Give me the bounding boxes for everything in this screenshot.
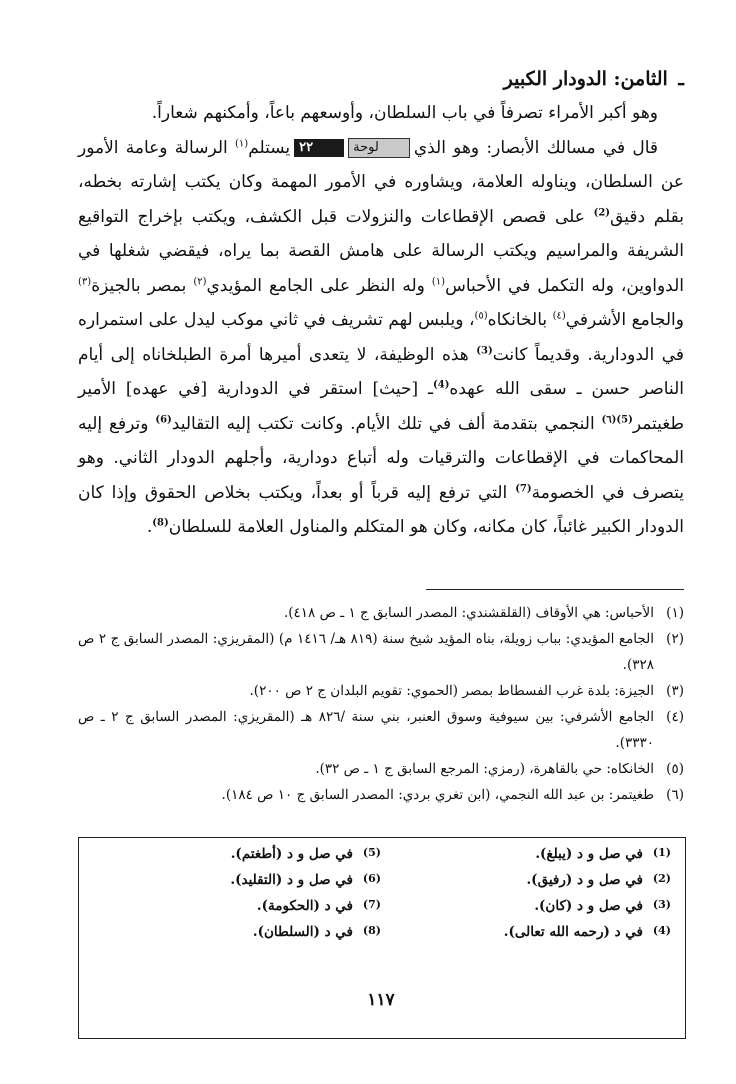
- variant-item: [381, 898, 671, 924]
- variant-item: [381, 924, 671, 950]
- p2-text-g: بالخانكاه: [487, 310, 548, 330]
- page-number: ١١٧: [367, 990, 395, 1010]
- footnote-marker: (١): [431, 275, 446, 287]
- variant-text: في صل و د (التقليد).: [230, 872, 353, 888]
- footnote-marker: (٣): [78, 275, 92, 287]
- variant-number: (1): [652, 846, 671, 859]
- variant-marker: (2): [593, 206, 611, 218]
- variant-item: [91, 846, 381, 872]
- footnote-separator: [426, 589, 684, 590]
- variant-text: في صل و د (يبلغ).: [535, 846, 643, 862]
- variant-text: في د (السلطان).: [252, 924, 353, 940]
- footnote-text: طغيتمر: بن عبد الله النجمي، (ابن تغري بردي: المصدر السابق ج ١٠ ص ١٨٤).: [221, 787, 654, 803]
- board-number: ٢٢: [294, 139, 344, 157]
- p2-text-e: بمصر بالجيزة: [91, 275, 187, 296]
- variant-marker: (6): [155, 413, 172, 425]
- variant-text: في د (الحكومة).: [256, 898, 353, 914]
- footnote-text: الخانكاه: حي بالقاهرة، (رمزي: المرجع السابق ج ١ ـ ص ٣٢).: [315, 761, 654, 777]
- document-page: [78, 62, 684, 1052]
- variant-number: (8): [362, 924, 381, 937]
- footnote-item: [78, 600, 684, 626]
- p2-text-d: وله النظر على الجامع المؤيدي: [206, 275, 425, 296]
- footnote-number: (٢): [666, 631, 684, 647]
- footnote-text: الجيزة: بلدة غرب الفسطاط بمصر (الحموي: تقويم البلدان ج ٢ ص ٢٠٠).: [249, 683, 654, 699]
- footnote-item: [78, 626, 684, 678]
- heading-title: الدودار الكبير: [503, 68, 607, 90]
- footnote-marker: (٢): [193, 275, 207, 287]
- p2-text-c: على قصص الإقطاعات والنزولات قبل الكشف، ويكتب بإخراج التواقيع الشريفة والمراسيم ويكتب الرسالة على هامش القصة بما يراه، فيقضي شغلها في الدواوين، وله التكمل في الأحباس: [78, 206, 685, 296]
- heading-dash: ـ: [678, 68, 684, 90]
- footnote-text: الجامع المؤيدي: بباب زويلة، بناه المؤيد شيخ سنة (٨١٩ هـ/ ١٤١٦ م) (المقريزي: المصدر السابق ج ٢ ص ٣٢٨).: [78, 631, 654, 673]
- footnote-item: [78, 678, 684, 704]
- footnote-item: [78, 782, 684, 808]
- variant-number: (4): [652, 924, 671, 937]
- footnote-item: [78, 756, 684, 782]
- heading-label: الثامن:: [613, 68, 668, 90]
- variant-item: [381, 846, 671, 872]
- variant-marker: (4): [432, 379, 450, 391]
- p2-text-j: ـ [حيث] استقر في الدودارية [في عهده] الأمير طغيتمر: [78, 379, 685, 434]
- variant-number: (5): [362, 846, 381, 859]
- variant-text: في د (رحمه الله تعالى).: [503, 924, 643, 940]
- variant-marker: (3): [476, 344, 493, 356]
- p2-text-m: التي ترفع إليه قرباً أو بعداً، ويكتب بخلاص الحقوق وإذا كان الدودار الكبير غائباً، كان مكانه، وكان هو المتكلم والمناول العلامة للسلطان: [78, 482, 684, 537]
- variant-text: في صل و د (رفيق).: [526, 872, 643, 888]
- footnote-item: [78, 704, 684, 756]
- p2-text-a: يستلم: [248, 137, 291, 158]
- p2-start: قال في مسالك الأبصار: وهو الذي: [413, 137, 659, 158]
- footnotes: [78, 600, 684, 808]
- footnote-number: (٤): [666, 709, 684, 725]
- variant-number: (6): [362, 872, 381, 885]
- footnote-text: الأحباس: هي الأوقاف (القلقشندي: المصدر السابق ج ١ ـ ص ٤١٨).: [283, 605, 654, 621]
- p2-end: .: [146, 517, 153, 537]
- p2-text-l: وترفع إليه المحاكمات في الإقطاعات والترقيات وله أتباع دودارية، وأجلهم الدودار الثاني. وهو يتصرف في الخصومة: [78, 413, 684, 503]
- variant-number: (2): [652, 872, 671, 885]
- variant-marker: (8): [152, 517, 169, 529]
- p2-text-b: الرسالة وعامة الأمور عن السلطان، ويناوله العلامة، ويشاوره في الأمور المهمة وكان يكتب إشارته بخطه، بقلم دقيق: [78, 137, 685, 227]
- paragraph-2: [78, 131, 684, 545]
- variant-number: (3): [652, 898, 671, 911]
- variant-marker: (7): [515, 482, 532, 494]
- board-badge: لوحة: [348, 138, 410, 158]
- variant-item: [381, 872, 671, 898]
- variant-item: [91, 872, 381, 898]
- p2-text-i: هذه الوظيفة، لا يتعدى أميرها أمرة الطبلخاناه إلى أيام الناصر حسن ـ سقى الله عهده: [78, 344, 684, 399]
- variant-text: في صل و د (أطغتم).: [230, 846, 353, 862]
- footnote-number: (٥): [666, 761, 684, 777]
- variant-marker: (5)(٦): [601, 413, 633, 425]
- footnote-number: (١): [666, 605, 684, 621]
- variant-number: (7): [362, 898, 381, 911]
- p2-text-k: النجمي بتقدمة ألف في تلك الأيام. وكانت تكتب إليه التقاليد: [171, 413, 595, 434]
- footnote-number: (٦): [666, 787, 684, 803]
- footnote-marker: (١): [235, 137, 249, 149]
- paragraph-1: وهو أكبر الأمراء تصرفاً في باب السلطان، وأوسعهم باعاً، وأمكنهم شعاراً.: [151, 103, 658, 123]
- variant-text: في صل و د (كان).: [534, 898, 643, 914]
- footnote-marker: (٤): [552, 310, 566, 322]
- footnote-text: الجامع الأشرفي: بين سيوفية وسوق العنبر، بني سنة /٨٢٦ هـ (المقريزي: المصدر السابق ج ٢ ـ ص ٣٣٣٠).: [78, 709, 655, 751]
- p2-text-h: ، ويلبس لهم تشريف في ثاني موكب ليدل على استمراره في الدودارية. وقديماً كانت: [78, 310, 685, 365]
- main-text: [78, 96, 684, 545]
- variant-item: [91, 898, 381, 924]
- footnote-marker: (٥): [474, 310, 488, 322]
- p2-text-f: والجامع الأشرفي: [565, 310, 684, 330]
- variant-item: [91, 924, 381, 950]
- footnote-number: (٣): [666, 683, 684, 699]
- variants-grid: [93, 846, 671, 950]
- section-heading: [78, 62, 684, 96]
